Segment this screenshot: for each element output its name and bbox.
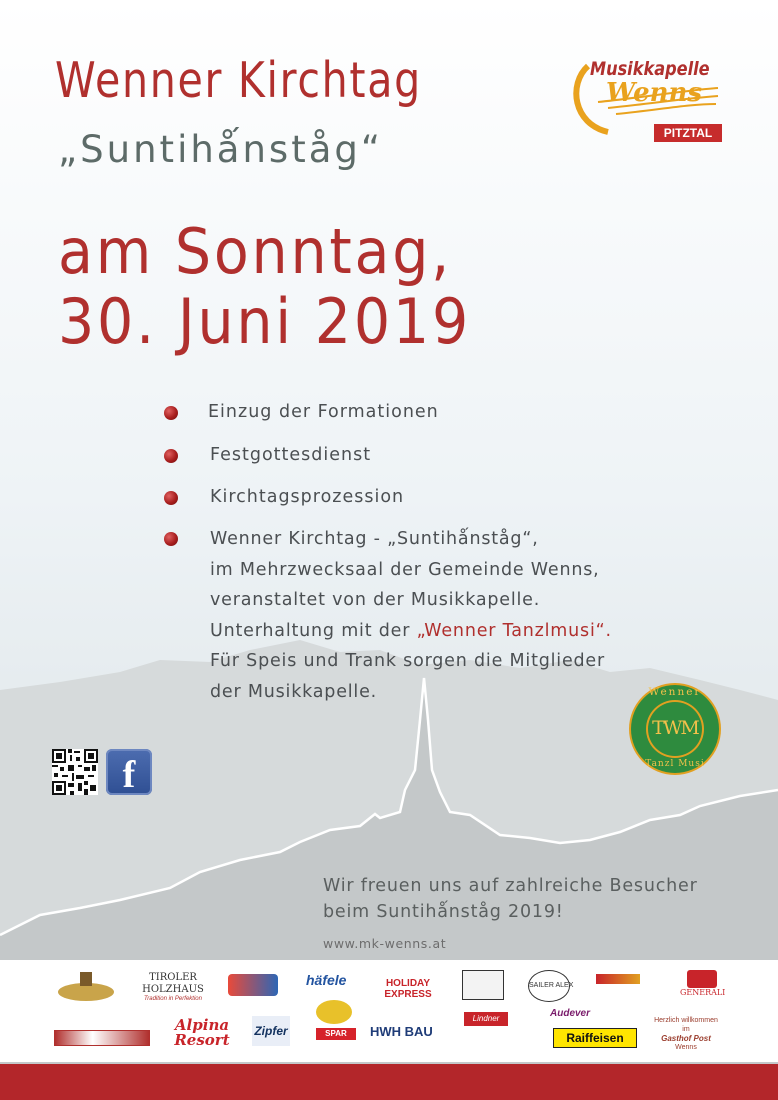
- logo-badge-pitztal: PITZTAL: [654, 124, 722, 142]
- sponsor-unser-logo: [462, 970, 504, 1000]
- badge-bottom-text: Tanzl Musi: [645, 759, 705, 769]
- kirchtag-line: im Mehrzwecksaal der Gemeinde Wenns,: [210, 559, 600, 580]
- sponsor-holiday-express: HOLIDAY EXPRESS: [384, 978, 432, 1000]
- sponsor-hwh-bau: HWH BAU: [370, 1024, 433, 1039]
- musikkapelle-logo: [568, 54, 728, 144]
- sponsor-holzhaus-tag: Tradition in Perfektion: [144, 996, 202, 1002]
- bullet-icon: [164, 406, 178, 420]
- closing-message: [323, 873, 698, 925]
- event-subtitle: „Suntihǻnståg“: [58, 128, 384, 171]
- program-item-label: Festgottesdienst: [210, 445, 372, 465]
- event-date-line1: am Sonntag,: [58, 215, 453, 288]
- bullet-icon: [164, 532, 178, 546]
- entertainment-prefix: Unterhaltung mit der: [210, 620, 417, 641]
- sponsor-generali-name: GENERALI: [680, 988, 726, 997]
- bullet-icon: [164, 449, 178, 463]
- sponsor-strip: [0, 960, 778, 1062]
- sponsor-gasthof-post: [646, 1016, 726, 1052]
- sponsor-postbrau-logo: [56, 970, 116, 1006]
- kirchtag-title: Wenner Kirchtag - „Suntihǻnståg“,: [210, 529, 539, 549]
- program-item-label: Einzug der Formationen: [208, 402, 439, 422]
- sponsor-zipfer: Zipfer: [252, 1016, 290, 1046]
- sponsor-holzhaus-name: TIROLER HOLZHAUS: [142, 972, 204, 995]
- generali-lion-icon: [687, 970, 717, 988]
- badge-top-text: Wenner: [648, 686, 702, 698]
- event-title: Wenner Kirchtag: [55, 52, 422, 109]
- post-line: Herzlich willkommen: [654, 1017, 718, 1024]
- closing-line: Wir freuen uns auf zahlreiche Besucher: [323, 876, 698, 896]
- sponsor-racing-logo: [54, 1030, 150, 1046]
- band-name: „Wenner Tanzlmusi“.: [416, 620, 612, 641]
- event-date-line2: 30. Juni 2019: [58, 285, 471, 358]
- sponsor-audever: Audever: [550, 1008, 591, 1019]
- qr-code-icon[interactable]: [52, 749, 98, 795]
- badge-monogram: TWM: [652, 717, 698, 739]
- entertainment-line: [210, 616, 612, 647]
- facebook-icon[interactable]: [106, 749, 152, 795]
- closing-line: beim Suntihǻnståg 2019!: [323, 902, 564, 922]
- sponsor-generali: [680, 970, 724, 997]
- facebook-letter: f: [122, 754, 136, 796]
- logo-text-wenns: Wenns: [606, 78, 703, 108]
- sponsor-hartwig-logo: [228, 974, 278, 996]
- sponsor-raiffeisen: Raiffeisen: [553, 1028, 637, 1048]
- sponsor-hafele: häfele: [306, 972, 347, 988]
- sponsor-sailer: SAILER ALEX: [528, 970, 570, 1002]
- food-line: der Musikkapelle.: [210, 681, 378, 702]
- kirchtag-line: veranstaltet von der Musikkapelle.: [210, 590, 541, 610]
- website-link[interactable]: www.mk-wenns.at: [323, 936, 447, 951]
- logo-text-musikkapelle: Musikkapelle: [590, 58, 710, 80]
- qr-pattern: [52, 749, 98, 795]
- sponsor-lindner: Lindner: [464, 1012, 508, 1026]
- program-item-label: Kirchtagsprozession: [210, 487, 405, 507]
- sponsor-sailer-stefan-logo: [596, 974, 640, 984]
- tanzlmusi-badge: [628, 682, 722, 776]
- sponsor-kuhna-logo: [316, 1000, 352, 1024]
- sponsor-spar: SPAR: [316, 1028, 356, 1040]
- post-line: Gasthof Post: [661, 1034, 711, 1043]
- sponsor-alpina: Alpina Resort: [174, 1016, 230, 1049]
- sponsor-holzhaus: [138, 972, 208, 1002]
- footer-bar: [0, 1064, 778, 1100]
- post-line: Wenns: [675, 1044, 697, 1051]
- bullet-icon: [164, 491, 178, 505]
- post-line: im: [682, 1026, 690, 1033]
- food-line: Für Speis und Trank sorgen die Mitglieder: [210, 651, 605, 671]
